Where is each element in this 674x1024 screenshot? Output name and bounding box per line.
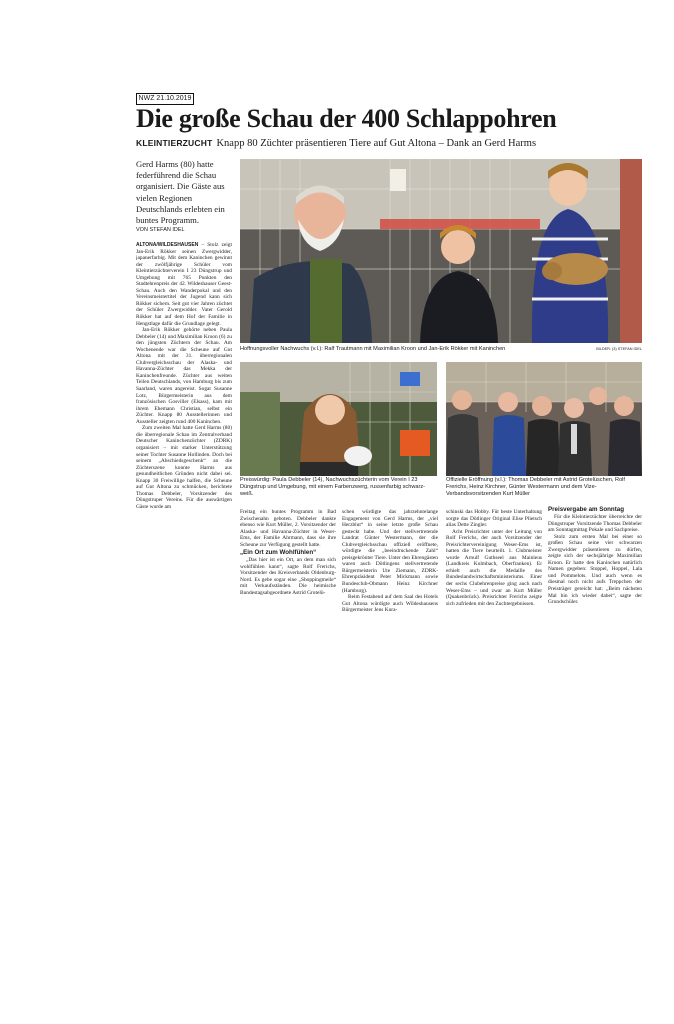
paragraph: Für die Kleintierzüchter überreichte der Düngstruper Vorsitzende Thomas Debbeler am Sonntagmittag Pokale und Sachpreise. (548, 514, 642, 534)
date-label: NWZ 21.10.2019 (136, 93, 194, 105)
left-photo (240, 362, 437, 476)
paragraph-text: – Stolz zeigt Jan-Erik Rökker seinen Zwergwidder, japanerfarbig. Mit dem Kaninchen gewinnt der zwölfjährige Schüler vom Kleintierzüchterverein I 23 Düngstrup und Umgebung mit 765 Punkten den Stadtehrenpreis der 42. Wildeshauser Geest-Schau. Auch den Wanderpokal und den Vereinsmeistertitel der Jugend kann sich Rökker sichern. Seit gut vier Jahren züchtet der Schüler Zwergwidder. Vater Gerold Rökker hat auf dem Hof der Familie in Hengstlage dafür die Grundlage gelegt. (136, 242, 232, 327)
teaser: Gerd Harms (80) hatte federführend die Schau organisiert. Die Gäste aus vielen Regionen Deutschlands erlebten ein buntes Programm. (136, 159, 225, 226)
subheading: „Ein Ort zum Wohlfühlen“ (240, 549, 317, 557)
paragraph: Zum zweiten Mal hatte Gerd Harms (80) die überregionale Schau im Zentralverband Deutscher Kaninchenzüchter (ZDRK) organisiert – mit starker Unterstützung seiner Tochter Susanne Hollinden. Doch bei seinem „Abschiedsgeschenk“ an die Züchterszene konnte Harms aus gesundheitlichen Gründen nicht dabei sei. Knapp 30 Freiwillige halfen, die Scheune auf Gut Altona zu schmücken, berichtete Thomas Debbeler, Vorsitzender des Düngstruper Vereins. Für die auswärtigen Gäste wurde am (136, 425, 232, 510)
dateline: ALTONA/WILDESHAUSEN (136, 242, 199, 248)
article-column-4 (446, 509, 542, 689)
paragraph: Acht Preisrichter unter der Leitung von Rolf Frerichs, der auch Vorsitzender der Preisrichtervereinigung Weser-Ems ist, hatten die Tiere beurteilt. 1. Clubmeister wurde Arnulf Guthseel aus Mainleus (Landkreis Kulmbach, Oberfranken). Er erhielt auch die Medaille des Bundeslandwirtschaftsministeriums. Einer der sechs Clubehrenpreise ging auch nach Weser-Ems – und zwar an Kurt Müller (Quakenbrück). Preisrichter Frerichs zeigte sich zufrieden mit den Zuchtergebnissen. (446, 528, 542, 607)
main-photo (240, 159, 642, 343)
paragraph: Jan-Erik Rökker gehörte neben Paula Debbeler (14) und Maximilian Kroon (6) zu den jüngsten Züchtern der Schau. Am Wochenende war die Scheune auf Gut Altona mit der 31. überregionalen Clubvergleichsschau der Alaska- und Havanna-Züchter das Mekka der Kaninchenfreunde. Züchter aus weiten Teilen Deutschlands, von Hamburg bis zum Saarland, waren angereist. Sogar Susanne Lotz, Bürgermeisterin aus dem französischen Gosviller (Elsass), kam mit ihrem Ehemann Christian, selbst ein Züchter. Knapp 80 Ausstellerinnen und Aussteller zeigten rund 400 Kaninchen. (136, 327, 232, 425)
subheading: Preisvergabe am Sonntag (548, 506, 624, 513)
article-column-1 (136, 242, 232, 688)
article-column-3 (342, 509, 438, 689)
paragraph (136, 242, 232, 327)
main-photo-caption: Hoffnungsvoller Nachwuchs (v.l.): Ralf Trautmann mit Maximilian Kroon und Jan-Erik Rökker mit Kaninchen (240, 346, 506, 352)
kicker-label: KLEINTIERZUCHT (136, 138, 213, 148)
right-photo (446, 362, 642, 476)
left-photo-caption: Preiswürdig: Paula Debbeler (14), Nachwuchszüchterin vom Verein I 23 Düngstrup und Umgebung, mit einem Farbenzwerg, russenfarbig schwarz-weiß. (240, 477, 425, 497)
kicker (136, 136, 636, 151)
byline: VON STEFAN IDEL (136, 227, 185, 233)
right-photo-caption: Offizielle Eröffnung (v.l.): Thomas Debbeler mit Astrid Grotelüschen, Rolf Frerichs, Heinz Kirchner, Günter Westermann und dem Vize-Verbandsvorsitzenden Kurt Müller (446, 477, 625, 497)
article-column-2 (240, 509, 336, 689)
paragraph: Freitag ein buntes Programm in Bad Zwischenahn geboten. Debbeler dankte ebenso wie Kurt Müller, 2. Vorsitzender der Alaska- und Havanna-Züchter in Weser-Ems, der Familie Ahrmann, dass sie ihre Scheune zur Verfügung gestellt hatte. (240, 509, 336, 548)
photo-credit: BILDER: (3) STEFAN IDEL (596, 347, 642, 351)
paragraph: „Das hier ist ein Ort, an dem man sich wohlfühlen kann“, sagte Rolf Frerichs, Vorsitzender des Kreisverbands Oldenburg-Nord. Es gebe sogar eine „Shoppingmeile“ mit Verkaufsständen. Die heimische Bundestagsabgeordnete Astrid Grotelü- (240, 557, 336, 597)
paragraph: schinski das Hobby. Für beste Unterhaltung sorgte das Dötlinger Original Elise Plietsch alias Dette Zingler. (446, 509, 542, 529)
headline: Die große Schau der 400 Schlappohren (136, 104, 557, 133)
article-column-5 (548, 505, 642, 685)
paragraph: Beim Festabend auf dem Saal des Hotels Gut Altona würdigte auch Wildeshausens Bürgermeister Jens Kura- (342, 594, 438, 614)
paragraph: schen würdigte das jahrzehntelange Engagement von Gerd Harms, der „viel Herzblut“ in seine letzte große Schau gesteckt habe. Und der stellvertretende Landrat Günter Westermann, der die Clubvergleichsschau offiziell eröffnete, würdigte die „beeindruckende Zahl“ preisgekrönter Tiere. Unter den Ehrengästen waren auch Dötlingens stellvertretende Bürgermeisterin Ute Ziemann, ZDRK-Ehrenpräsident Peter Mickmann sowie Bundesclub-Obmann Heinz Kirchner (Hamburg). (342, 509, 438, 594)
paragraph: Stolz zum ersten Mal bei einer so großen Schau seine vier schwarzen Zwergwidder präsentieren zu dürfen, zeigte sich der sechsjährige Maximilian Kroon. Er hatte den Kaninchen natürlich Namen gegeben: Stoppel, Hoppel, Lala und Pommelots. Und auch wenn es diesmal noch nicht aufs Treppchen der Preisträger gereicht hat: „Beim nächsten Mal bin ich wieder dabei“, sagte der Grundschüler. (548, 533, 642, 606)
kicker-text: Knapp 80 Züchter präsentieren Tiere auf Gut Altona – Dank an Gerd Harms (216, 138, 537, 149)
